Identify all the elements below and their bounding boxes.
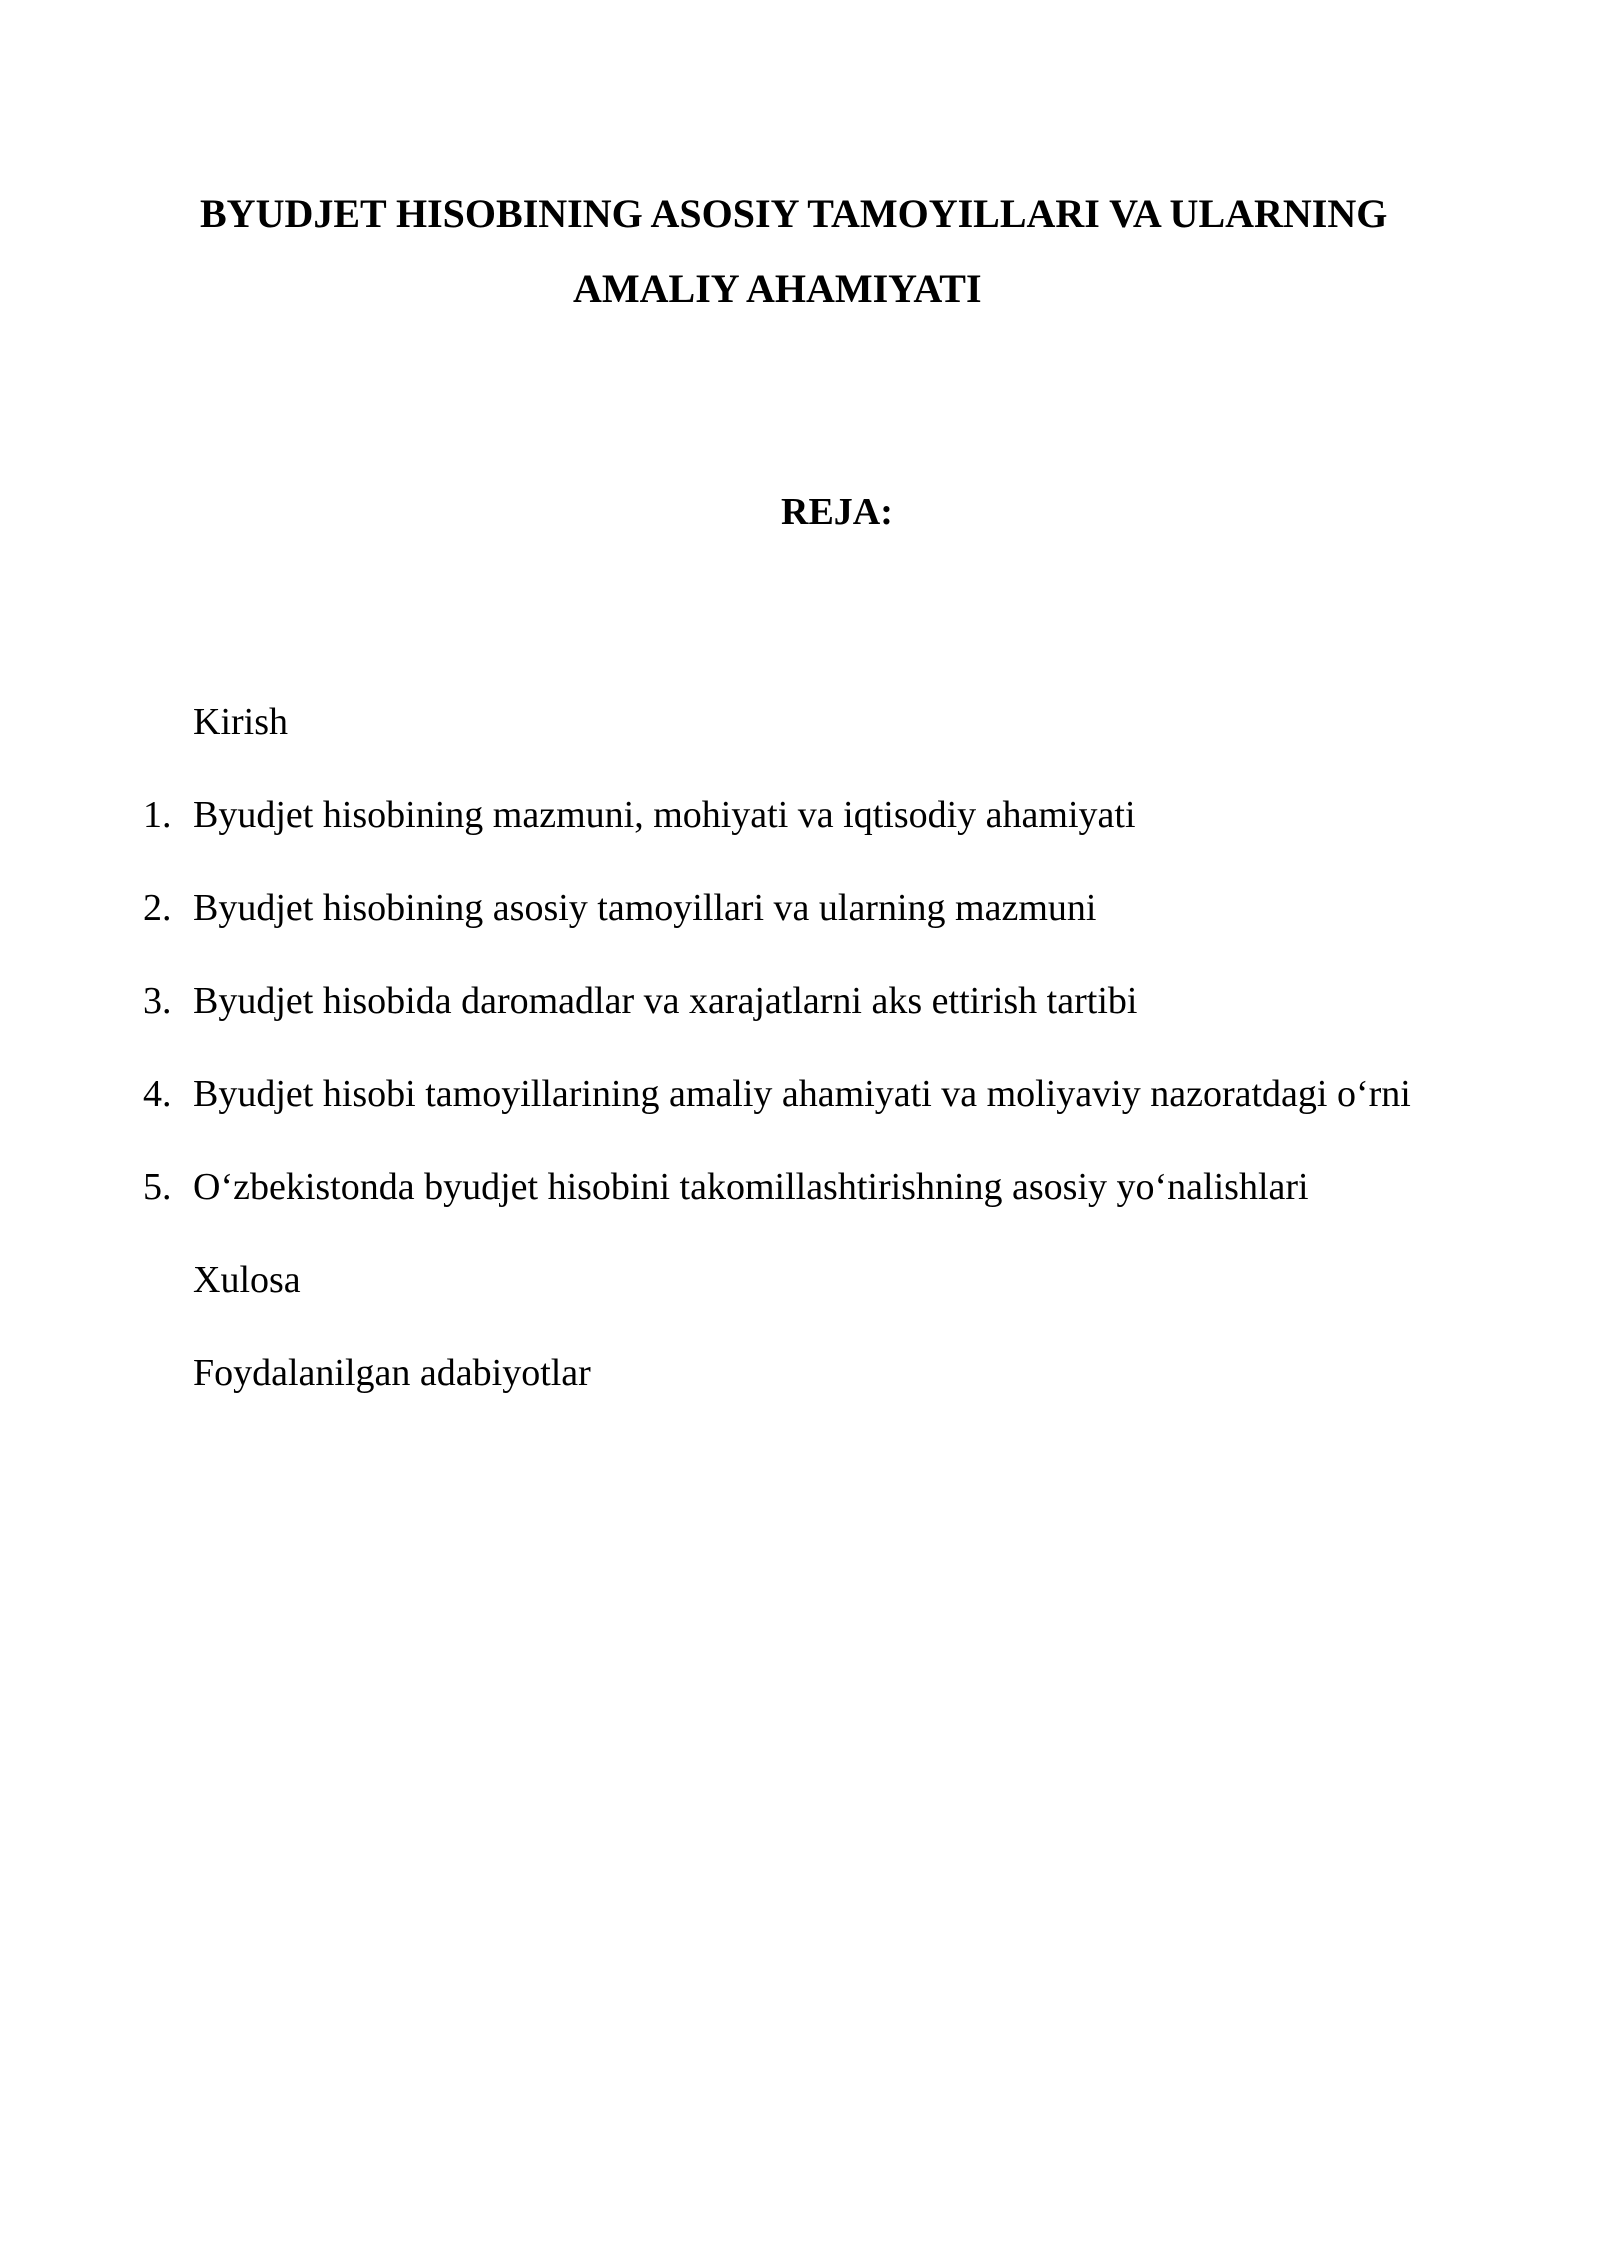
plan-list xyxy=(0,694,1600,1438)
plan-item-text: Kirish xyxy=(193,701,288,743)
plan-item-number: 5. xyxy=(143,1166,172,1208)
plan-item-conclusion xyxy=(0,1252,1600,1345)
plan-item-1 xyxy=(0,787,1600,880)
document-title-line-1: BYUDJET HISOBINING ASOSIY TAMOYILLARI VA ULARNING xyxy=(200,191,1388,236)
plan-item-number: 2. xyxy=(143,887,172,929)
plan-item-2 xyxy=(0,880,1600,973)
plan-item-introduction xyxy=(0,694,1600,787)
plan-item-text: Foydalanilgan adabiyotlar xyxy=(193,1352,591,1394)
plan-item-text: Xulosa xyxy=(193,1259,301,1301)
plan-item-number: 4. xyxy=(143,1073,172,1115)
plan-item-text: O‘zbekistonda byudjet hisobini takomillashtirishning asosiy yo‘nalishlari xyxy=(193,1166,1309,1208)
plan-item-text: Byudjet hisobida daromadlar va xarajatlarni aks ettirish tartibi xyxy=(193,980,1138,1022)
document-title-line-2: AMALIY AHAMIYATI xyxy=(573,266,982,311)
plan-item-text: Byudjet hisobining mazmuni, mohiyati va iqtisodiy ahamiyati xyxy=(193,794,1136,836)
plan-item-references xyxy=(0,1345,1600,1438)
plan-item-3 xyxy=(0,973,1600,1066)
plan-item-number: 3. xyxy=(143,980,172,1022)
plan-heading: REJA: xyxy=(781,491,893,533)
plan-item-4 xyxy=(0,1066,1600,1159)
plan-item-text: Byudjet hisobining asosiy tamoyillari va ularning mazmuni xyxy=(193,887,1097,929)
plan-item-number: 1. xyxy=(143,794,172,836)
plan-item-5 xyxy=(0,1159,1600,1252)
plan-item-text: Byudjet hisobi tamoyillarining amaliy ahamiyati va moliyaviy nazoratdagi o‘rni xyxy=(193,1073,1411,1115)
